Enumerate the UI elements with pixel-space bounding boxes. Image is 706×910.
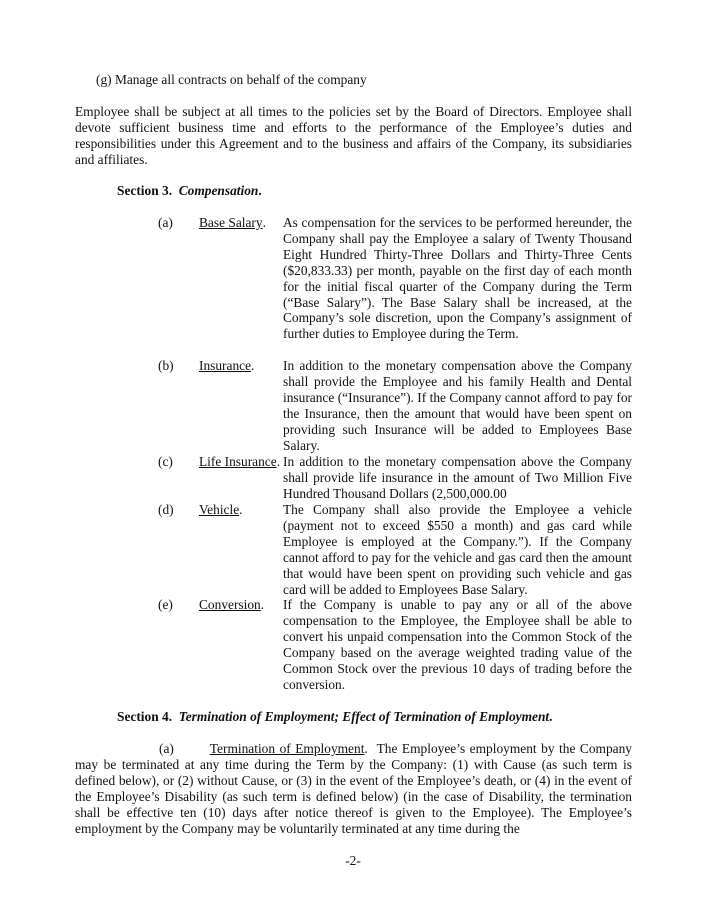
item-letter: (d) — [158, 502, 174, 517]
page-number: -2- — [345, 853, 361, 868]
item-label: Insurance. — [199, 358, 255, 373]
item-text: The Company shall also provide the Employee a vehicle (payment not to exceed $550 a month) and gas card while Employee is employed at the Company.”). If the Company cannot afford to pay for the vehicle and gas card then the amount that would have been spent on providing such vehicle and gas card will be added to Employees Base Salary. — [283, 502, 632, 597]
section-3-heading — [117, 183, 262, 199]
item-letter: (b) — [158, 358, 174, 373]
item-label: Life Insurance. — [199, 454, 281, 469]
termination-paragraph — [75, 741, 632, 836]
termination-label-punct: . — [364, 741, 368, 756]
item-letter: (e) — [158, 597, 173, 612]
section-3-title-punct: . — [258, 183, 262, 198]
termination-letter: (a) — [159, 741, 174, 756]
item-label: Base Salary. — [199, 215, 266, 230]
item-label: Conversion. — [199, 597, 265, 612]
item-text: In addition to the monetary compensation above the Company shall provide life insurance in the amount of Two Million Five Hundred Thousand Dollars (2,500,000.00 — [283, 454, 632, 501]
item-label-punct: . — [276, 454, 281, 469]
item-letter: (a) — [158, 215, 173, 230]
item-label-punct: . — [251, 358, 255, 373]
item-label-punct: . — [262, 215, 266, 230]
item-label-punct: . — [239, 502, 243, 517]
section-3-title: Compensation — [178, 183, 259, 198]
policies-paragraph: Employee shall be subject at all times to the policies set by the Board of Directors. Employee shall devote sufficient business time and efforts to the performance of the Employee’s duties and responsibilities under this Agreement and to the business and affairs of the Company, its subsidiaries and affiliates. — [75, 104, 632, 167]
section-4-heading — [117, 709, 552, 725]
item-text: In addition to the monetary compensation above the Company shall provide the Employee and his family Health and Dental insurance (“Insurance”). If the Company cannot afford to pay for the Insurance, then the amount that would have been spent on providing such Insurance will be added to Employees Base Salary. — [283, 358, 632, 453]
section-4-title: Termination of Employment; Effect of Termination of Employment — [178, 709, 550, 724]
item-label: Vehicle. — [199, 502, 243, 517]
section-4-number: Section 4. — [117, 709, 173, 724]
item-text: As compensation for the services to be performed hereunder, the Company shall pay the Employee a salary of Twenty Thousand Eight Hundred Thirty-Three Dollars and Thirty-Three Cents ($20,833.33) per month, payable on the first day of each month for the initial fiscal quarter of the Company during the Term (“Base Salary”). The Base Salary shall be increased, at the Company’s sole discretion, upon the Company’s assignment of further duties to Employee during the Term. — [283, 215, 632, 342]
termination-text: The Employee’s employment by the Company may be terminated at any time during the Term by the Company: (1) with Cause (as such term is defined below), or (2) without Cause, or (3) in the event of the Employee’s death, or (4) in the event of the Employee’s Disability (as such term is defined below) (in the case of Disability, the termination shall be effective ten (10) days after notice thereof is given to the Employee). The Employee’s employment by the Company may be voluntarily terminated at any time during the — [75, 741, 632, 836]
list-item-g: (g) Manage all contracts on behalf of the company — [96, 72, 367, 87]
item-text: If the Company is unable to pay any or all of the above compensation to the Employee, the Employee shall be able to convert his unpaid compensation into the Common Stock of the Company based on the average weighted trading value of the Common Stock over the previous 10 days of trading before the conversion. — [283, 597, 632, 692]
item-letter: (c) — [158, 454, 173, 469]
section-4-title-punct: . — [549, 709, 553, 724]
item-label-punct: . — [260, 597, 265, 612]
termination-label: Termination of Employment — [209, 741, 365, 756]
section-3-number: Section 3. — [117, 183, 173, 198]
